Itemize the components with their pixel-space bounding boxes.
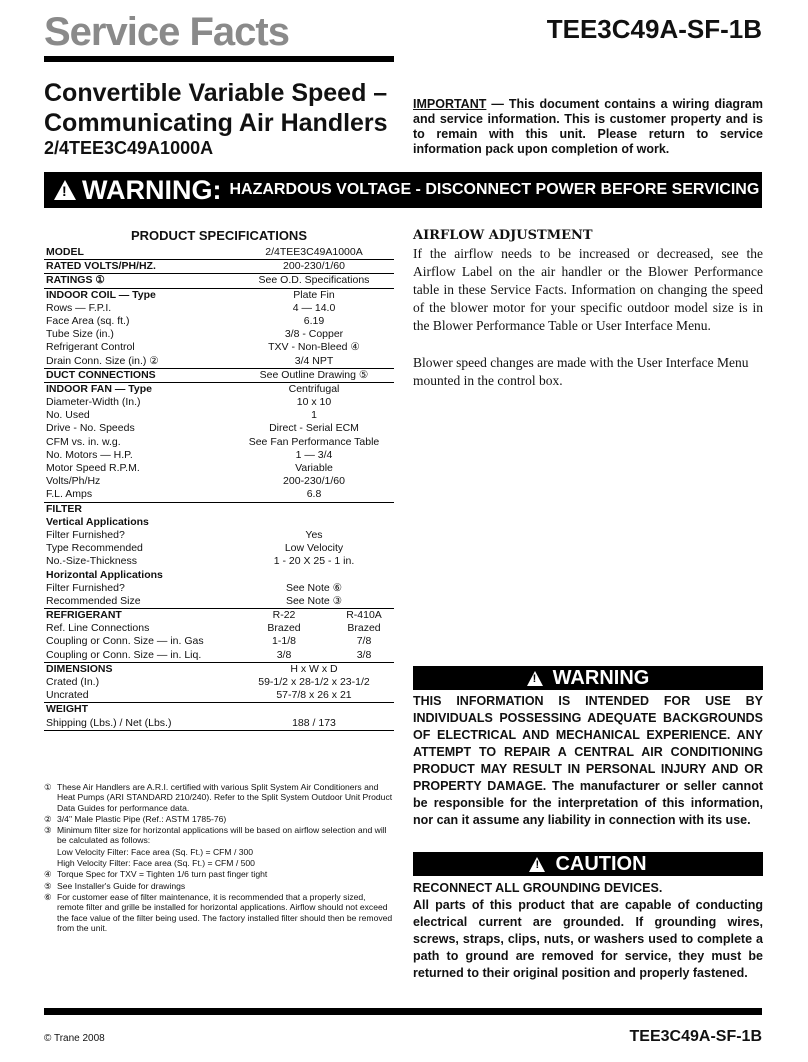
spec-label: RATED VOLTS/PH/HZ.	[46, 260, 156, 273]
product-model: 2/4TEE3C49A1000A	[44, 138, 214, 158]
airflow-para1: If the airflow needs to be increased or decreased, see the Airflow Label on the air handler or the Blower Performance table in these Service Facts. Information on changing the speed of the blower motor for your specific outdoor model size is in the Blower Performance Table or User Interface Menu.	[413, 246, 763, 333]
important-text: — This document contains a wiring diagram and service information. This is customer property and is to remain with this unit. Please return to service information pack upon completion of work.	[413, 97, 763, 156]
airflow-heading: AIRFLOW ADJUSTMENT	[413, 228, 593, 243]
spec-row	[44, 555, 394, 568]
spec-row	[44, 449, 394, 462]
spec-row	[44, 315, 394, 328]
spec-note	[44, 847, 394, 857]
refrigerant-r22: 1-1/8	[272, 635, 296, 648]
note-number: ②	[44, 813, 52, 824]
spec-note	[44, 825, 394, 846]
spec-value: 2/4TEE3C49A1000A	[265, 246, 363, 258]
product-title-line1: Convertible Variable Speed –	[44, 79, 388, 107]
refrigerant-header-row	[44, 608, 394, 622]
refrigerant-r22: Brazed	[267, 622, 301, 635]
spec-label: Shipping (Lbs.) / Net (Lbs.)	[46, 716, 172, 729]
spec-label: INDOOR FAN — Type	[46, 382, 152, 395]
caution-box-body	[413, 880, 763, 982]
refrigerant-label: Coupling or Conn. Size — in. Liq.	[46, 648, 202, 661]
spec-value: Centrifugal	[288, 382, 340, 395]
spec-row	[44, 368, 394, 382]
spec-row	[44, 273, 394, 287]
warning-box-header	[413, 666, 763, 690]
spec-value: 3/8 - Copper	[284, 328, 344, 341]
spec-row	[44, 475, 394, 488]
spec-label: CFM vs. in. w.g.	[46, 435, 121, 448]
spec-row	[44, 259, 394, 273]
refrigerant-r410a: 7/8	[356, 635, 372, 648]
spec-label: FILTER	[46, 502, 82, 515]
spec-label: DIMENSIONS	[46, 662, 113, 675]
caution-box-header	[413, 852, 763, 876]
airflow-para2: Blower speed changes are made with the User Interface Menu mounted in the control box.	[413, 355, 749, 388]
spec-label: F.L. Amps	[46, 488, 93, 501]
spec-label: DUCT CONNECTIONS	[46, 368, 156, 381]
spec-row	[44, 569, 394, 582]
spec-label: WEIGHT	[46, 703, 88, 716]
spec-value: Direct - Serial ECM	[269, 422, 359, 435]
spec-row	[44, 516, 394, 529]
spec-label: No. Motors — H.P.	[46, 448, 133, 461]
note-number: ①	[44, 782, 52, 792]
spec-row	[44, 542, 394, 555]
note-text: High Velocity Filter: Face area (Sq. Ft.) = CFM / 500	[57, 858, 255, 869]
doc-code: TEE3C49A-SF-1B	[546, 14, 762, 44]
product-title-line2: Communicating Air Handlers	[44, 109, 388, 137]
note-text: See Installer's Guide for drawings	[57, 880, 186, 891]
spec-row	[44, 662, 394, 676]
spec-label: RATINGS ①	[46, 274, 105, 287]
footer-copyright: © Trane 2008	[44, 1033, 105, 1044]
spec-value: 188 / 173	[292, 716, 336, 729]
spec-row	[44, 595, 394, 608]
spec-value: See Note ⑥	[285, 581, 343, 594]
footer-rule	[44, 1008, 762, 1015]
spec-value: See Outline Drawing ⑤	[259, 368, 369, 381]
spec-row	[44, 422, 394, 435]
spec-label: Motor Speed R.P.M.	[46, 462, 140, 474]
spec-value: 1 - 20 X 25 - 1 in.	[273, 555, 355, 568]
spec-label: No. Used	[46, 409, 90, 422]
hazard-warning-banner	[44, 172, 762, 208]
spec-row	[44, 717, 394, 730]
caution-triangle-icon	[529, 857, 545, 872]
note-text: 3/4" Male Plastic Pipe (Ref.: ASTM 1785-76)	[57, 813, 227, 824]
spec-label: Tube Size (in.)	[46, 328, 114, 341]
spec-label: Vertical Applications	[46, 515, 149, 528]
warning-triangle-icon	[527, 671, 543, 686]
warning-box-title: WARNING	[552, 666, 650, 689]
important-notice	[413, 97, 763, 157]
note-text: Low Velocity Filter: Face area (Sq. Ft.) = CFM / 300	[57, 846, 254, 857]
spec-label: Recommended Size	[46, 594, 141, 607]
spec-value: Variable	[295, 462, 333, 474]
spec-label: Drive - No. Speeds	[46, 422, 135, 435]
spec-row	[44, 502, 394, 516]
spec-label: Drain Conn. Size (in.) ②	[46, 354, 159, 367]
spec-label: Diameter-Width (In.)	[46, 396, 141, 409]
spec-value: TXV - Non-Bleed ④	[268, 341, 360, 354]
refrigerant-col2: R-410A	[346, 609, 382, 622]
spec-row	[44, 462, 394, 475]
note-text: For customer ease of filter maintenance, it is recommended that a properly sized, remote filter and grille be installed for horizontal applications. Airflow should not exceed the face value of the filter being used. The factory installed filter should then be removed from the unit.	[57, 891, 393, 933]
spec-row	[44, 396, 394, 409]
note-number: ③	[44, 825, 52, 836]
spec-value: See O.D. Specifications	[258, 274, 370, 287]
spec-value: 1	[311, 409, 317, 422]
refrigerant-heading: REFRIGERANT	[46, 609, 122, 622]
warning-banner-text: HAZARDOUS VOLTAGE - DISCONNECT POWER BEFORE SERVICING	[229, 181, 760, 198]
refrigerant-label: Coupling or Conn. Size — in. Gas	[46, 635, 204, 648]
note-text: These Air Handlers are A.R.I. certified with various Split System Air Conditioners and Heat Pumps (ARI STANDARD 210/240). Refer to the Split System Outdoor Unit Product Data Guides for performance data.	[57, 782, 393, 813]
spec-label: Face Area (sq. ft.)	[46, 314, 130, 327]
spec-label: Rows — F.P.I.	[46, 301, 112, 314]
refrigerant-r410a: 3/8	[356, 648, 372, 661]
specs-table-end-rule	[44, 730, 394, 731]
spec-note	[44, 869, 394, 879]
spec-label: INDOOR COIL — Type	[46, 288, 156, 301]
warning-triangle-icon	[54, 180, 76, 200]
spec-value: 10 x 10	[296, 396, 332, 409]
spec-note	[44, 881, 394, 891]
spec-value: 1 — 3/4	[295, 448, 333, 461]
spec-row	[44, 302, 394, 315]
spec-label: Crated (In.)	[46, 676, 100, 688]
header-rule	[44, 56, 394, 62]
caution-box-title: CAUTION	[555, 852, 647, 875]
warning-banner-title: WARNING:	[82, 174, 222, 205]
spec-label: Type Recommended	[46, 542, 143, 555]
brand-title: Service Facts	[44, 10, 289, 54]
spec-value: Yes	[305, 528, 323, 541]
spec-label: No.-Size-Thickness	[46, 555, 138, 568]
spec-value: 4 — 14.0	[292, 301, 336, 314]
spec-row	[44, 355, 394, 368]
refrigerant-row	[44, 622, 394, 635]
spec-row	[44, 436, 394, 449]
spec-row	[44, 382, 394, 396]
important-label: IMPORTANT	[413, 97, 487, 111]
spec-notes	[44, 782, 394, 934]
spec-value: Low Velocity	[284, 542, 344, 555]
spec-label: Filter Furnished?	[46, 528, 125, 541]
refrigerant-col1: R-22	[272, 609, 296, 622]
warning-box-text: THIS INFORMATION IS INTENDED FOR USE BY INDIVIDUALS POSSESSING ADEQUATE BACKGROUNDS OF ELECTRICAL AND MECHANICAL EXPERIENCE. ANY ATTEMPT TO REPAIR A CENTRAL AIR CONDITIONING PRODUCT MAY RESULT IN PERSONAL INJURY AND OR PROPERTY DAMAGE. The manufacturer or seller cannot be responsible for the interpretation of this information, nor can it assume any liability in connection with its use.	[413, 694, 763, 827]
spec-value: See Note ③	[285, 594, 343, 607]
spec-value: Plate Fin	[293, 288, 335, 301]
spec-value: 57-7/8 x 26 x 21	[276, 689, 352, 702]
spec-value: 3/4 NPT	[294, 354, 334, 367]
refrigerant-r410a: Brazed	[347, 622, 381, 635]
spec-label: Refrigerant Control	[46, 341, 135, 354]
note-number: ⑤	[44, 880, 52, 891]
spec-row	[44, 529, 394, 542]
spec-note	[44, 892, 394, 933]
spec-value: 200-230/1/60	[283, 475, 345, 488]
footer-doc-code: TEE3C49A-SF-1B	[629, 1028, 762, 1045]
refrigerant-r22: 3/8	[276, 648, 292, 661]
spec-label: Horizontal Applications	[46, 568, 163, 581]
product-title	[44, 78, 388, 138]
spec-value: See Fan Performance Table	[248, 435, 380, 448]
spec-row	[44, 676, 394, 689]
spec-row	[44, 409, 394, 422]
caution-text: All parts of this product that are capable of conducting electrical current are grounded. If grounding wires, screws, straps, clips, nuts, or washers used to complete a path to ground are removed for service, they must be returned to their original position and properly fastened.	[413, 898, 763, 980]
caution-heading: RECONNECT ALL GROUNDING DEVICES.	[413, 881, 663, 895]
spec-value: 6.8	[306, 488, 322, 501]
note-text: Minimum filter size for horizontal applications will be based on airflow selection and will be calculated as follows:	[57, 825, 387, 846]
spec-note	[44, 814, 394, 824]
spec-row	[44, 582, 394, 595]
refrigerant-row	[44, 649, 394, 662]
spec-row	[44, 689, 394, 702]
spec-value: 6.19	[303, 314, 325, 327]
spec-row	[44, 328, 394, 341]
specs-title: PRODUCT SPECIFICATIONS	[131, 228, 307, 243]
note-number: ⑥	[44, 891, 52, 902]
specs-table	[44, 246, 394, 731]
spec-note	[44, 858, 394, 868]
spec-note	[44, 782, 394, 813]
spec-value: 59-1/2 x 28-1/2 x 23-1/2	[258, 676, 370, 688]
refrigerant-row	[44, 635, 394, 648]
spec-label: Volts/Ph/Hz	[46, 475, 101, 488]
refrigerant-label: Ref. Line Connections	[46, 622, 150, 635]
spec-value: H x W x D	[290, 662, 338, 675]
spec-row	[44, 702, 394, 716]
note-number: ④	[44, 869, 52, 880]
spec-value: 200-230/1/60	[283, 260, 345, 273]
spec-row	[44, 488, 394, 501]
note-text: Torque Spec for TXV = Tighten 1/6 turn past finger tight	[57, 869, 268, 880]
spec-row	[44, 246, 394, 259]
spec-label: Uncrated	[46, 689, 89, 702]
spec-row	[44, 288, 394, 302]
spec-label: MODEL	[46, 246, 84, 258]
spec-label: Filter Furnished?	[46, 581, 125, 594]
spec-row	[44, 341, 394, 354]
